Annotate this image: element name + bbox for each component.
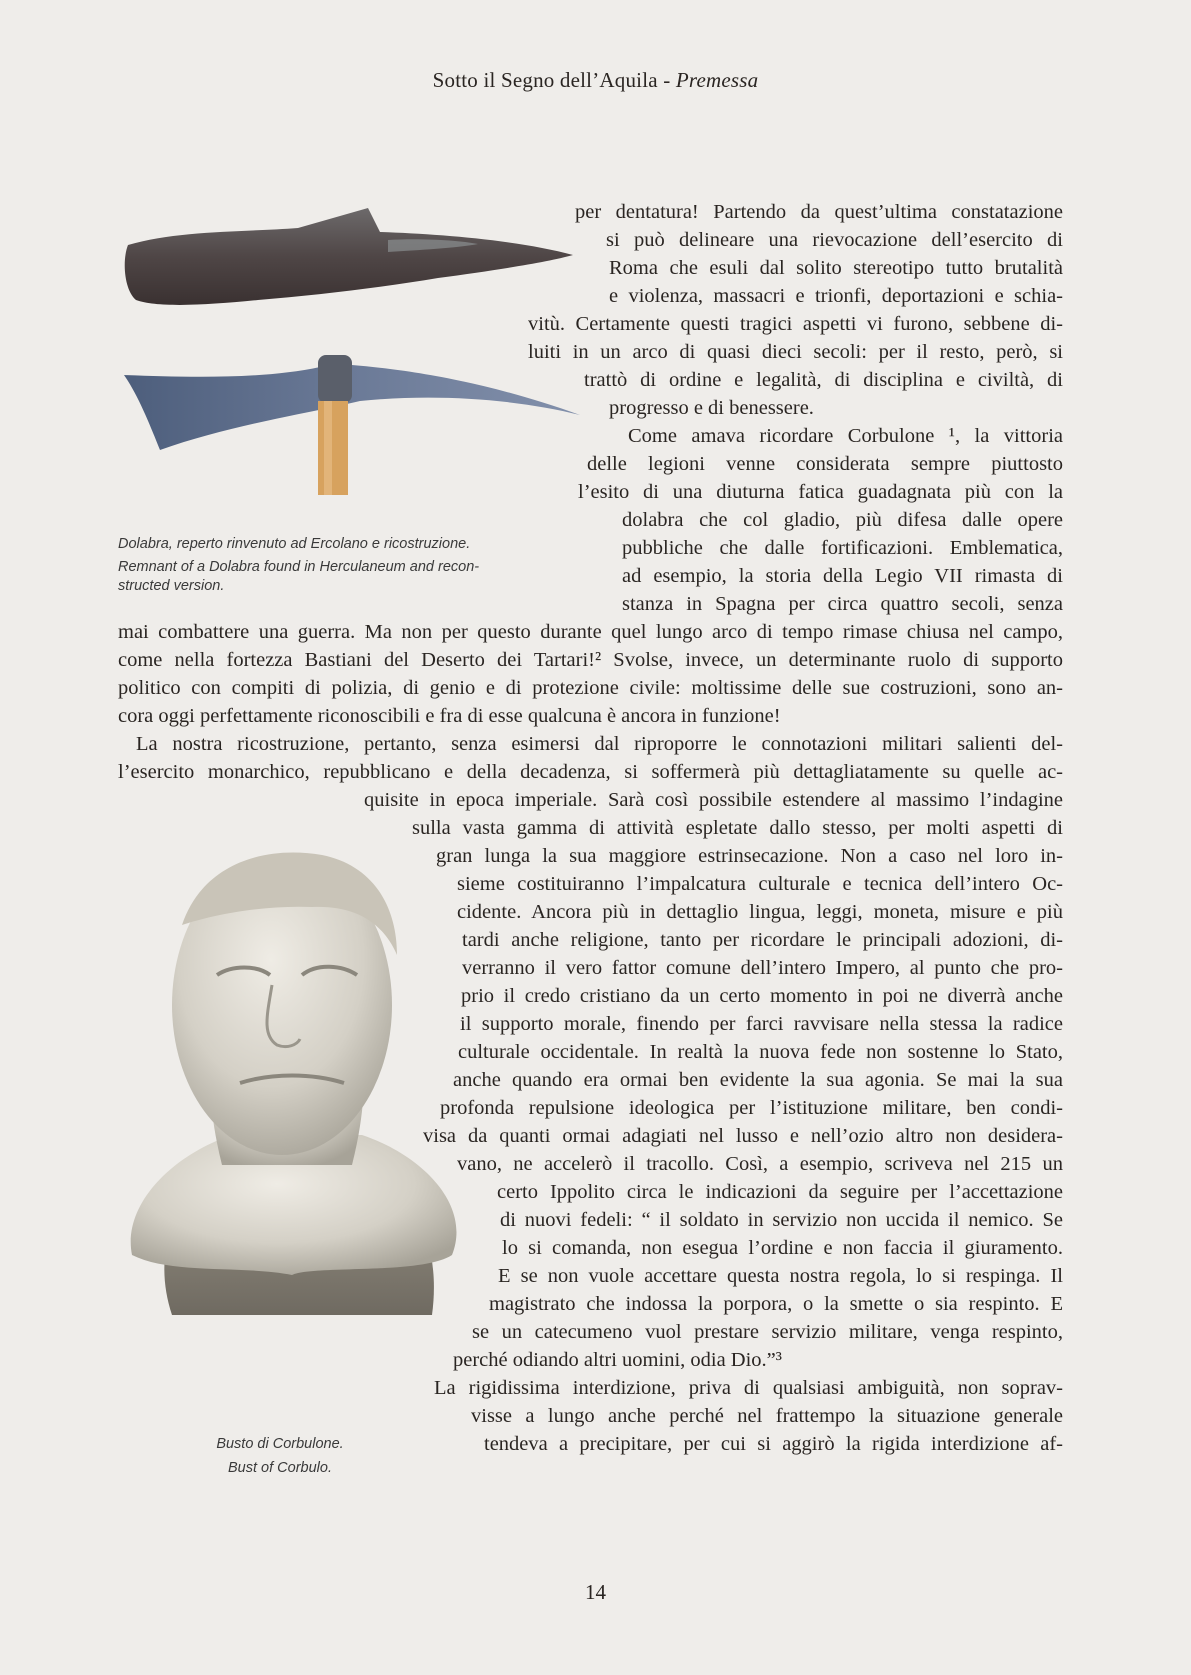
body-text-line: luiti in un arco di quasi dieci secoli: per il resto, però, si <box>528 341 1063 363</box>
body-text-line: politico con compiti di polizia, di genio e di protezione civile: moltissime delle sue costruzioni, sono an- <box>118 677 1063 699</box>
body-text-line: gran lunga la sua maggiore estrinsecazione. Non a caso nel loro in- <box>436 845 1063 867</box>
body-text-line: mai combattere una guerra. Ma non per questo durante quel lungo arco di tempo rimase chiusa nel campo, <box>118 621 1063 643</box>
dolabra-caption-english-1: Remnant of a Dolabra found in Herculaneum and recon- <box>118 559 480 575</box>
body-text-line: profonda repulsione ideologica per l’istituzione militare, ben condi- <box>440 1097 1063 1119</box>
body-text-line: visa da quanti ormai adagiati nel lusso e nell’ozio altro non desidera- <box>423 1125 1063 1147</box>
body-text-line: si può delineare una rievocazione dell’esercito di <box>606 229 1063 251</box>
page-number: 14 <box>585 1580 606 1604</box>
body-text-line: vano, ne accelerò il tracollo. Così, a esempio, scriveva nel 215 un <box>457 1153 1063 1175</box>
body-text-line: tendeva a precipitare, per cui si aggirò la rigida interdizione af- <box>484 1433 1063 1455</box>
body-text-line: Roma che esuli dal solito stereotipo tutto brutalità <box>609 257 1063 279</box>
body-text-line: delle legioni venne considerata sempre piuttosto <box>587 453 1063 475</box>
dolabra-caption-italian: Dolabra, reperto rinvenuto ad Ercolano e ricostruzione. <box>118 536 471 552</box>
body-text-line: certo Ippolito circa le indicazioni da seguire per l’accettazione <box>497 1181 1063 1203</box>
body-text-line: verranno il vero fattor comune dell’intero Impero, al punto che pro- <box>462 957 1063 979</box>
body-text-line: pubbliche che dalle fortificazioni. Emblematica, <box>622 537 1063 559</box>
body-text-line: l’esito di una diuturna fatica guadagnata più con la <box>578 481 1063 503</box>
body-text-line: La rigidissima interdizione, priva di qualsiasi ambiguità, non soprav- <box>434 1377 1063 1399</box>
body-text-line: lo si comanda, non esegua l’ordine e non faccia il giuramento. <box>502 1237 1063 1259</box>
body-text-line: magistrato che indossa la porpora, o la smette o sia respinto. E <box>489 1293 1063 1315</box>
header-section: Premessa <box>675 68 759 92</box>
body-text-line: progresso e di benessere. <box>609 397 814 419</box>
body-text-line: l’esercito monarchico, repubblicano e della decadenza, si soffermerà più dettagliatamente su quelle ac- <box>118 761 1063 783</box>
body-text-line: prio il credo cristiano da un certo momento in poi ne diverrà anche <box>461 985 1063 1007</box>
body-text-line: come nella fortezza Bastiani del Deserto dei Tartari!² Svolse, invece, un determinante ruolo di supporto <box>118 649 1063 671</box>
bust-caption-italian: Busto di Corbulone. <box>216 1436 344 1452</box>
body-text-line: tardi anche religione, tanto per ricordare le principali adozioni, di- <box>462 929 1063 951</box>
dolabra-caption <box>118 535 479 596</box>
body-text-line: e violenza, massacri e trionfi, deportazioni e schia- <box>609 285 1063 307</box>
body-text-line: sulla vasta gamma di attività espletate dallo stesso, per molti aspetti di <box>412 817 1063 839</box>
body-text-line: sieme costituiranno l’impalcatura culturale e tecnica dell’intero Oc- <box>457 873 1063 895</box>
body-text-line: stanza in Spagna per circa quattro secoli, senza <box>622 593 1063 615</box>
body-text-line: culturale occidentale. In realtà la nuova fede non sostenne lo Stato, <box>458 1041 1063 1063</box>
body-text-line: dolabra che col gladio, più difesa dalle opere <box>622 509 1063 531</box>
dolabra-caption-english-2: structed version. <box>118 578 225 594</box>
body-text-line: vitù. Certamente questi tragici aspetti vi furono, sebbene di- <box>528 313 1063 335</box>
body-text-line: quisite in epoca imperiale. Sarà così possibile estendere al massimo l’indagine <box>364 789 1063 811</box>
body-text-line: se un catecumeno vuol prestare servizio militare, venga respinto, <box>472 1321 1063 1343</box>
body-text-line: il supporto morale, finendo per farci ravvisare nella stessa la radice <box>460 1013 1063 1035</box>
body-text-line: perché odiando altri uomini, odia Dio.”³ <box>453 1349 782 1371</box>
bust-caption-english: Bust of Corbulo. <box>228 1460 332 1476</box>
body-text-line: ad esempio, la storia della Legio VII rimasta di <box>622 565 1063 587</box>
body-text-line: La nostra ricostruzione, pertanto, senza esimersi dal riproporre le connotazioni militari salienti del- <box>136 733 1063 755</box>
body-text-line: visse a lungo anche perché nel frattempo la situazione generale <box>471 1405 1063 1427</box>
dolabra-remnant-image <box>118 200 578 315</box>
body-text-line: Come amava ricordare Corbulone ¹, la vittoria <box>628 425 1063 447</box>
body-text-line: anche quando era ormai ben evidente la sua agonia. Se mai la sua <box>453 1069 1063 1091</box>
running-header <box>0 68 1191 93</box>
body-text-line: cora oggi perfettamente riconoscibili e fra di esse qualcuna è ancora in funzione! <box>118 705 781 727</box>
bust-caption <box>190 1432 370 1480</box>
body-text-line: per dentatura! Partendo da quest’ultima constatazione <box>575 201 1063 223</box>
body-text-line: cidente. Ancora più in dettaglio lingua, leggi, moneta, misure e più <box>457 901 1063 923</box>
body-text-line: E se non vuole accettare questa nostra regola, lo si respinga. Il <box>498 1265 1063 1287</box>
header-title: Sotto il Segno dell’Aquila - <box>432 68 676 92</box>
dolabra-reconstruction-image <box>120 355 585 500</box>
body-text-line: trattò di ordine e legalità, di disciplina e civiltà, di <box>584 369 1063 391</box>
corbulo-bust-image <box>112 835 472 1320</box>
body-text-line: di nuovi fedeli: “ il soldato in servizio non uccida il nemico. Se <box>500 1209 1063 1231</box>
